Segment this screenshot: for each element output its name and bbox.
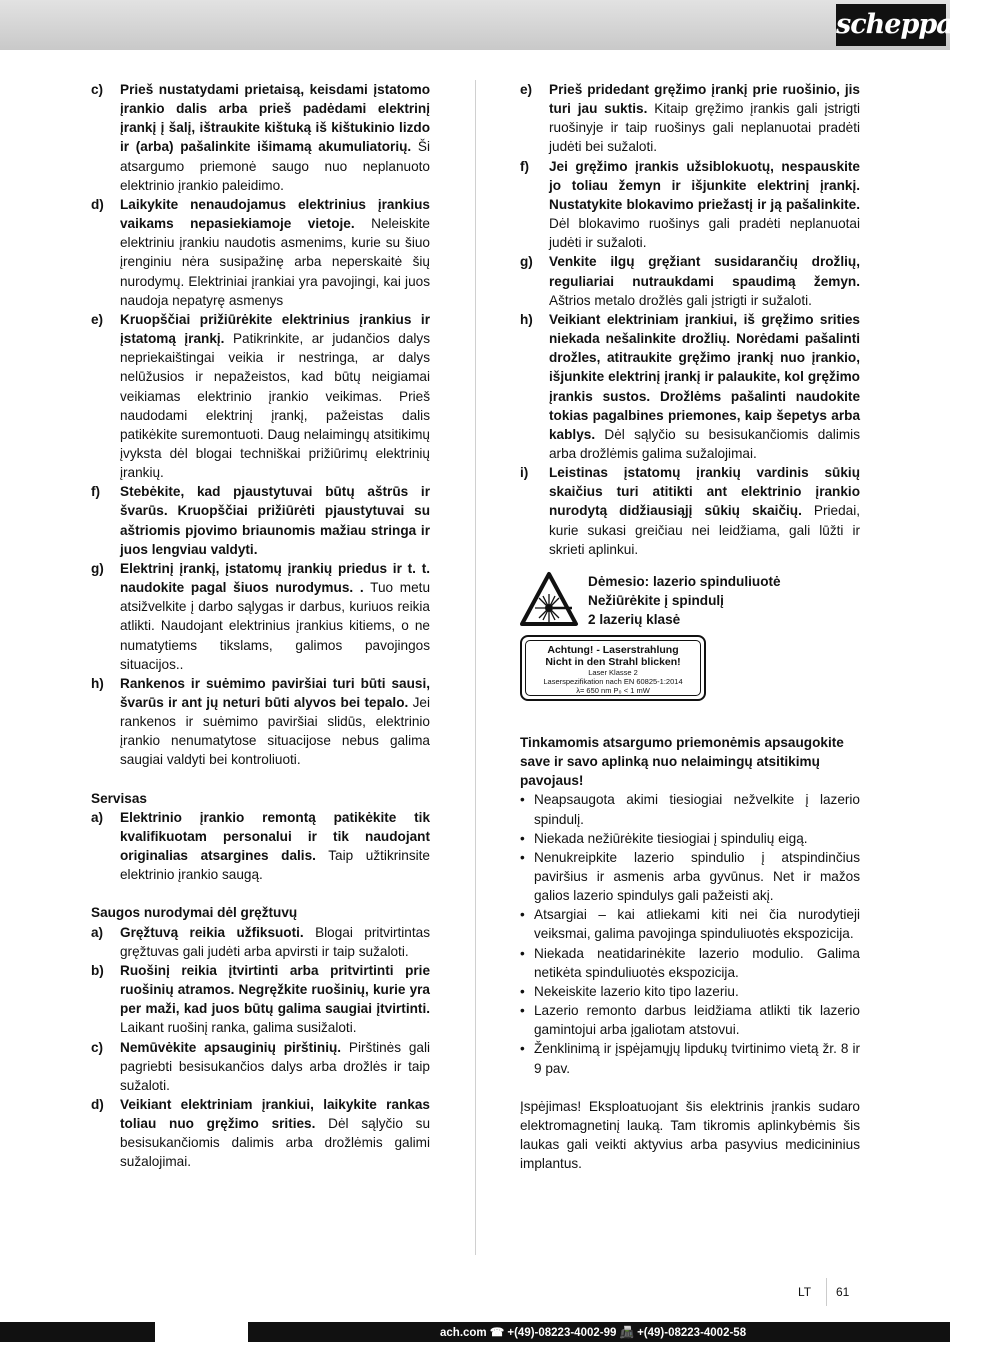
item-normal-text: Kitaip gręžimo įrankis gali įstrigti ruošinyje ir taip ruošinys gali neplanuotai pradėti judėti bei sužaloti. bbox=[549, 101, 860, 155]
item-label: a) bbox=[91, 809, 104, 825]
bullet-item bbox=[520, 848, 860, 905]
item-bold-text: Gręžtuvą reikia užfiksuoti. bbox=[120, 924, 304, 940]
bullet-item bbox=[520, 905, 860, 943]
bullet-text: Niekada nežiūrėkite tiesiogiai į spindulių eigą. bbox=[534, 830, 808, 846]
right-items bbox=[520, 80, 860, 559]
protect-heading: Tinkamomis atsargumo priemonėmis apsaugokite save ir savo aplinką nuo nelaimingų atsitikimų pavojaus! bbox=[520, 734, 844, 789]
laser-bullets bbox=[520, 790, 860, 1077]
item-bold-text: Rankenos ir suėmimo paviršiai turi būti sausi, švarūs ir ant jų neturi būti alyvos bei tepalo. bbox=[120, 675, 430, 710]
item-bold-text: Ruošinį reikia įtvirtinti arba pritvirtinti prie ruošinių atramos. Negręžkite ruošinių, kurie yra per maži, kad juos būtų galima saugiai įtvirtinti. bbox=[120, 962, 430, 1017]
item-label: c) bbox=[91, 1039, 104, 1055]
laser-sticker bbox=[520, 635, 706, 701]
item-bold-text: Veikiant elektriniam įrankiui, laikykite rankas toliau nuo gręžimo srities. bbox=[120, 1096, 430, 1132]
item-label: h) bbox=[520, 311, 533, 327]
footer-contact: ach.com ☎ +(49)-08223-4002-99 📠 +(49)-08223-4002-58 bbox=[440, 1327, 747, 1339]
list-item bbox=[520, 80, 860, 157]
item-normal-text: Dėl sąlyčio su besisukančiomis dalimis arba drožlėmis galima sužalojimai. bbox=[549, 426, 860, 461]
laser-warning-text bbox=[588, 572, 781, 629]
item-label: f) bbox=[91, 484, 101, 500]
list-item bbox=[91, 559, 430, 674]
item-bold-text: Venkite ilgų gręžiant susidarančių drožlių, reguliariai nutraukdami spaudimą žemyn. bbox=[549, 254, 860, 289]
item-label: b) bbox=[91, 962, 104, 978]
list-item bbox=[91, 195, 430, 310]
warning-line-3: 2 lazerių klasė bbox=[588, 611, 681, 627]
item-bold-text: Prieš pridedant gręžimo įrankį prie ruošinio, jis turi jau suktis. bbox=[549, 82, 860, 117]
item-normal-text: Tuo metu atsižvelkite į darbo sąlygas ir darbus, kuriuos reikia atlikti. Naudojant elektrinius įrankius kitiems, o ne numatytiems tikslams, galimos pavojingos situacijos.. bbox=[120, 580, 431, 672]
item-text bbox=[120, 80, 430, 195]
item-label: e) bbox=[520, 82, 533, 97]
warning-line-1: Dėmesio: lazerio spinduliuotė bbox=[588, 573, 781, 589]
item-text bbox=[549, 157, 860, 253]
footer-bar-gap bbox=[155, 1322, 248, 1342]
list-item bbox=[91, 482, 430, 559]
item-text bbox=[120, 674, 430, 770]
list-item bbox=[520, 252, 860, 309]
list-item bbox=[520, 310, 860, 463]
sticker-line-5: λ= 650 nm P₀ < 1 mW bbox=[576, 685, 650, 695]
item-bold-text: Kruopščiai prižiūrėkite elektrinius įrankius ir įstatomą įrankį. bbox=[120, 311, 430, 347]
item-bold-text: Prieš nustatydami prietaisą, keisdami įstatomo įrankio dalis arba prieš padėdami elektrinį įrankį į šalį, ištraukite kištuką iš kištukinio lizdo ir (arba) pašalinkite išimamą akumuliatorių. bbox=[120, 82, 430, 155]
bullet-icon: • bbox=[520, 849, 525, 865]
item-label: c) bbox=[91, 82, 104, 97]
item-text bbox=[549, 252, 860, 309]
right-column bbox=[520, 80, 860, 1173]
page-header bbox=[0, 0, 987, 50]
warning-line-2: Nežiūrėkite į spindulį bbox=[588, 592, 724, 608]
list-item bbox=[91, 310, 430, 482]
item-label: i) bbox=[520, 465, 529, 481]
item-text bbox=[120, 923, 430, 961]
item-normal-text: Priedai, kurie sukasi greičiau nei leidžiama, gali lūžti ir skrieti aplinkui. bbox=[549, 503, 860, 557]
item-normal-text: Blogai pritvirtintas gręžtuvas gali judėti arba apvirsti ir taip sužaloti. bbox=[120, 924, 430, 959]
bullet-text: Nenukreipkite lazerio spindulio į atspindinčius paviršius ir asmenis arba gyvūnus. Net ir mažos galios lazerio spindulys gali pažeisti akį. bbox=[534, 849, 860, 904]
list-item bbox=[91, 808, 430, 885]
item-bold-text: Jei gręžimo įrankis užsiblokuotų, nespauskite jo toliau žemyn ir išjunkite elektrinį įrankį. Nustatykite blokavimo priežastį ir ją pašalinkite. bbox=[549, 158, 860, 212]
list-item bbox=[520, 157, 860, 253]
item-text bbox=[120, 310, 430, 482]
list-item bbox=[91, 1095, 430, 1172]
bullet-text: Atsargiai – kai atliekami kiti nei čia nurodytieji veiksmai, galima pavojinga spinduliuotės ekspozicija. bbox=[534, 907, 860, 942]
drill-heading: Saugos nurodymai dėl gręžtuvų bbox=[91, 905, 298, 921]
item-text bbox=[120, 559, 430, 674]
item-label: e) bbox=[91, 311, 104, 327]
item-normal-text: Taip užtikrinsite elektrinio įrankio saugą. bbox=[120, 848, 430, 883]
list-item bbox=[91, 674, 430, 770]
bullet-text: Nekeiskite lazerio kito tipo lazeriu. bbox=[534, 983, 739, 999]
item-normal-text: Jei rankenos ir suėmimo paviršiai slidūs, elektrinio įrankio nenumatytose situacijose nebus galima saugiai valdyti bei kontroliuoti. bbox=[120, 695, 430, 768]
brand-logo: scheppach bbox=[836, 4, 946, 46]
closing-warning: Įspėjimas! Eksploatuojant šis elektrinis įrankis sudaro elektromagnetinį lauką. Tam tikromis aplinkybėmis šis laukas gali veikti aktyvius arba pasyvius medicininius implantus. bbox=[520, 1098, 860, 1172]
sticker-line-3: Laser Klasse 2 bbox=[588, 667, 638, 677]
sticker-line-1: Achtung! - Laserstrahlung bbox=[547, 643, 679, 656]
item-label: a) bbox=[91, 924, 104, 940]
page-number: 61 bbox=[836, 1285, 850, 1299]
list-item bbox=[91, 923, 430, 961]
bullet-text: Niekada neatidarinėkite lazerio modulio. Galima netikėta spinduliuotės ekspozicija. bbox=[534, 945, 860, 980]
item-normal-text: Dėl blokavimo ruošinys gali pradėti neplanuotai judėti ir sužaloti. bbox=[549, 216, 860, 251]
bullet-icon: • bbox=[520, 1041, 525, 1057]
item-bold-text: Elektrinį įrankį, įstatomų įrankių priedus ir t. t. naudokite pagal šiuos nurodymus. . bbox=[120, 560, 430, 596]
bullet-icon: • bbox=[520, 945, 525, 961]
bullet-icon: • bbox=[520, 1003, 525, 1019]
bullet-icon: • bbox=[520, 983, 525, 999]
bullet-item bbox=[520, 1001, 860, 1039]
bullet-item bbox=[520, 1039, 860, 1077]
item-normal-text: Aštrios metalo drožlės gali įstrigti ir sužaloti. bbox=[549, 292, 812, 308]
item-text bbox=[120, 808, 430, 885]
list-item bbox=[91, 1038, 430, 1095]
item-label: d) bbox=[91, 1096, 104, 1112]
item-bold-text: Elektrinio įrankio remontą patikėkite tik kvalifikuotam personalui ir tik naudojant originalias atsargines dalis. bbox=[120, 809, 430, 864]
service-heading: Servisas bbox=[91, 790, 147, 806]
item-text bbox=[120, 195, 430, 310]
drill-items bbox=[91, 923, 430, 1172]
bullet-text: Ženklinimą ir įspėjamųjų lipdukų tvirtinimo vietą žr. 8 ir 9 pav. bbox=[534, 1041, 860, 1076]
left-column bbox=[91, 80, 430, 1172]
item-text bbox=[120, 1095, 430, 1172]
list-item bbox=[520, 463, 860, 559]
bullet-item bbox=[520, 790, 860, 828]
left-items bbox=[91, 80, 430, 770]
footer-separator bbox=[826, 1278, 827, 1306]
bullet-icon: • bbox=[520, 830, 525, 846]
item-normal-text: Ši atsargumo priemonė saugo nuo neplanuoto elektrinio įrankio paleidimo. bbox=[120, 139, 430, 193]
item-bold-text: Laikykite nenaudojamus elektrinius įrankius vaikams nepasiekiamoje vietoje. bbox=[120, 196, 430, 232]
item-bold-text: Stebėkite, kad pjaustytuvai būtų aštrūs ir švarūs. Kruopščiai prižiūrėti pjaustytuvai su aštriomis pjovimo briaunomis mažiau stringa ir juos lengviau valdyti. bbox=[120, 484, 430, 557]
item-normal-text: Dėl sąlyčio su besisukančiomis dalimis arba drožlėmis galimi sužalojimai. bbox=[120, 1116, 431, 1170]
footer-language: LT bbox=[798, 1285, 812, 1299]
bullet-text: Neapsaugota akimi tiesiogiai nežvelkite į lazerio spindulį. bbox=[534, 792, 860, 827]
service-items bbox=[91, 808, 430, 885]
item-label: f) bbox=[520, 158, 530, 174]
item-text bbox=[120, 961, 430, 1038]
bullet-icon: • bbox=[520, 907, 525, 923]
item-label: g) bbox=[91, 560, 104, 576]
laser-warning-icon bbox=[520, 572, 578, 626]
item-bold-text: Nemūvėkite apsauginių pirštinių. bbox=[120, 1039, 342, 1055]
item-bold-text: Veikiant elektriniam įrankiui, iš gręžimo srities niekada nešalinkite drožlių. Norėdami pašalinti drožles, atitraukite gręžimo įrankį nuo įrankio, išjunkite elektrinį įrankį ir palaukite, kol gręžimo įrankis sustos. Drožlėms pašalinti naudokite tokias pagalbines priemones, kaip šepetys arba kablys. bbox=[549, 311, 860, 442]
bullet-icon: • bbox=[520, 792, 525, 808]
item-normal-text: Neleiskite elektriniu įrankiu naudotis asmenims, kurie su šiuo įrenginiu nėra susipažinę arba neperskaitė šių nurodymų. Elektriniai įrankiai yra pavojingi, kai juos naudoja nepatyrę asmenys bbox=[120, 216, 430, 308]
item-text bbox=[120, 482, 430, 559]
item-text bbox=[549, 463, 860, 559]
item-normal-text: Pirštinės gali pagriebti besisukančios dalys arba drožlės ir taip sužaloti. bbox=[120, 1039, 431, 1093]
bullet-text: Lazerio remonto darbus leidžiama atlikti tik lazerio gamintojui arba įgaliotam atstovui. bbox=[534, 1003, 860, 1038]
bullet-item bbox=[520, 944, 860, 982]
item-normal-text: Patikrinkite, ar judančios dalys nepriekaištingai veikia ir nestringa, ar dalys nelūžusios ir nepažeistos, kad būtų neigiamai veikiamas elektrinio įrankio veikimas. Prieš naudodami elektrinį įrankį, pažeistas dalis patikėkite suremontuoti. Daug nelaimingų atsitikimų įvyksta dėl blogai techniškai prižiūrimų elektrinių įrankių. bbox=[120, 331, 430, 481]
item-bold-text: Leistinas įstatomų įrankių vardinis sūkių skaičius turi atitikti ant elektrinio įrankio nurodytą didžiausiąjį sūkių skaičių. bbox=[549, 465, 860, 519]
sticker-line-4: Laserspezifikation nach EN 60825-1:2014 bbox=[543, 676, 683, 686]
laser-warning bbox=[520, 572, 860, 629]
sticker-line-2: Nicht in den Strahl blicken! bbox=[545, 655, 681, 668]
item-label: h) bbox=[91, 675, 104, 691]
item-text bbox=[549, 310, 860, 463]
list-item bbox=[91, 80, 430, 195]
item-text bbox=[549, 80, 860, 157]
bullet-item bbox=[520, 982, 860, 1001]
bullet-item bbox=[520, 829, 860, 848]
item-text bbox=[120, 1038, 430, 1095]
list-item bbox=[91, 961, 430, 1038]
item-label: d) bbox=[91, 196, 104, 212]
column-divider bbox=[475, 80, 476, 1255]
item-normal-text: Laikant ruošinį ranka, galima susižaloti. bbox=[120, 1020, 357, 1036]
item-label: g) bbox=[520, 254, 533, 270]
